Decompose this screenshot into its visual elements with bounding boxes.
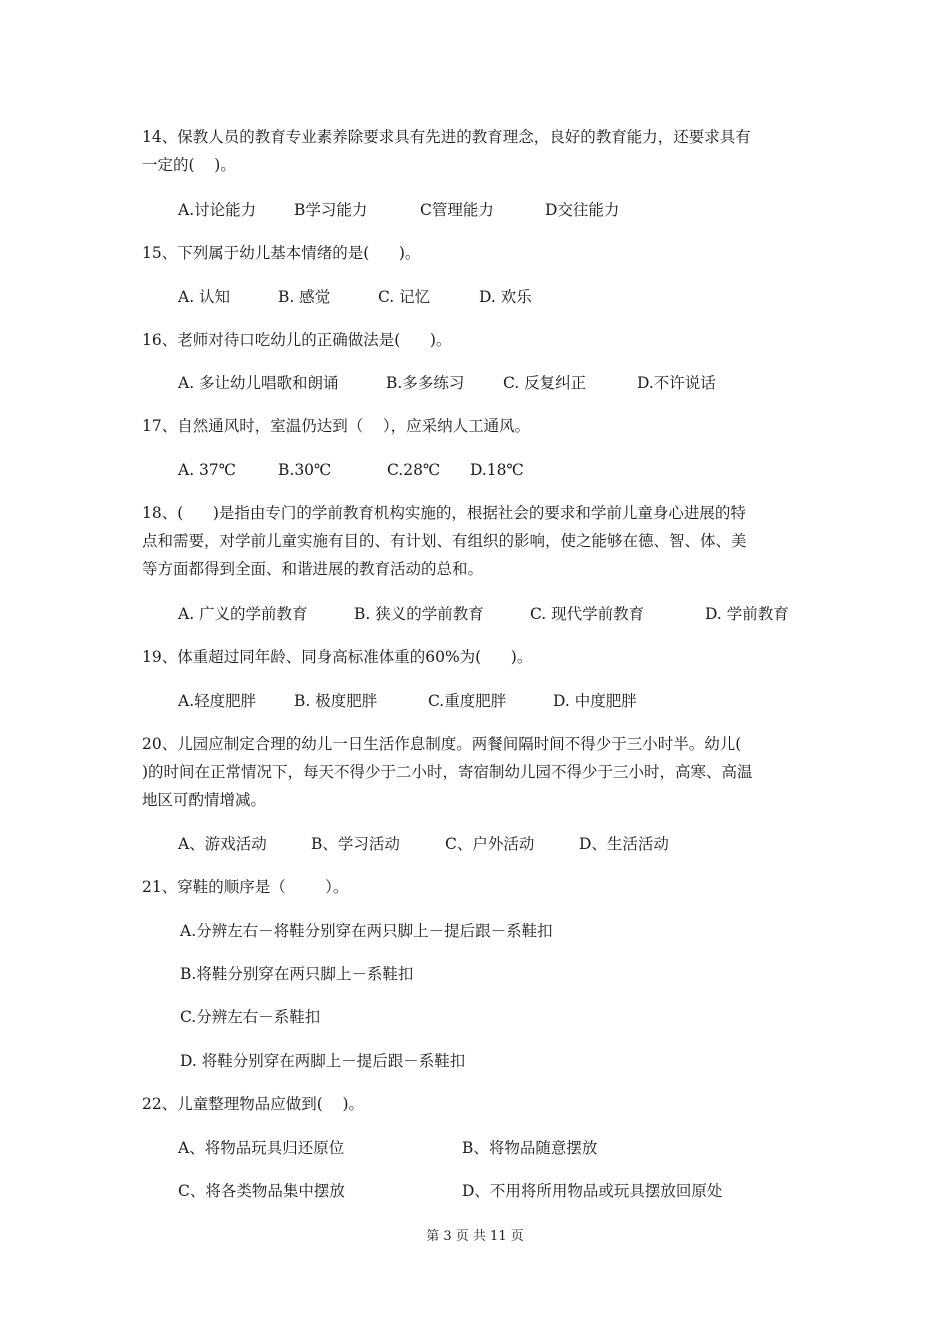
question-22-option-c: C、将各类物品集中摆放 <box>178 1182 345 1200</box>
question-20-option-a: A、游戏活动 <box>178 835 267 853</box>
question-17-option-d: D.18℃ <box>470 461 524 479</box>
question-18-option-c: C. 现代学前教育 <box>530 605 645 623</box>
question-18-option-a: A. 广义的学前教育 <box>178 605 308 623</box>
question-15-option-c: C. 记忆 <box>378 288 431 306</box>
question-15-option-b: B. 感觉 <box>278 288 331 306</box>
page-number-footer: 第 3 页 共 11 页 <box>426 1229 524 1244</box>
question-22-line-1: 22、儿童整理物品应做到( )。 <box>142 1095 365 1113</box>
question-19-option-a: A.轻度肥胖 <box>178 692 257 710</box>
question-21-line-1: 21、穿鞋的顺序是（ ）。 <box>142 878 349 896</box>
question-17-option-b: B.30℃ <box>278 461 332 479</box>
question-20-option-d: D、生活活动 <box>579 835 669 853</box>
question-21-option-b: B.将鞋分别穿在两只脚上－系鞋扣 <box>180 965 414 983</box>
question-17-line-1: 17、自然通风时，室温仍达到（ ），应采纳人工通风。 <box>142 417 531 435</box>
question-16-line-1: 16、老师对待口吃幼儿的正确做法是( )。 <box>142 331 452 349</box>
question-18-option-b: B. 狭义的学前教育 <box>354 605 484 623</box>
question-16-option-b: B.多多练习 <box>386 374 465 392</box>
question-21-option-a: A.分辨左右－将鞋分别穿在两只脚上－提后跟－系鞋扣 <box>180 922 553 940</box>
question-15-option-d: D. 欢乐 <box>479 288 532 306</box>
question-14-option-d: D交往能力 <box>545 201 620 219</box>
question-15-option-a: A. 认知 <box>178 288 231 306</box>
question-20-line-2: )的时间在正常情况下，每天不得少于二小时，寄宿制幼儿园不得少于三小时，高寒、高温 <box>142 763 753 781</box>
question-19-line-1: 19、体重超过同年龄、同身高标准体重的60%为( )。 <box>142 648 533 666</box>
question-14-option-c: C管理能力 <box>420 201 494 219</box>
question-22-option-a: A、将物品玩具归还原位 <box>178 1139 345 1157</box>
question-22-option-b: B、将物品随意摆放 <box>462 1139 598 1157</box>
question-21-option-c: C.分辨左右－系鞋扣 <box>180 1008 321 1026</box>
question-18-line-3: 等方面都得到全面、和谐进展的教育活动的总和。 <box>142 560 484 578</box>
question-16-option-a: A. 多让幼儿唱歌和朗诵 <box>178 374 339 392</box>
question-14-option-a: A.讨论能力 <box>178 201 257 219</box>
question-18-line-2: 点和需要，对学前儿童实施有目的、有计划、有组织的影响，使之能够在德、智、体、美 <box>142 532 747 550</box>
question-14-line-2: 一定的( )。 <box>142 156 236 174</box>
question-21-option-d: D. 将鞋分别穿在两脚上－提后跟－系鞋扣 <box>180 1052 466 1070</box>
question-20-line-3: 地区可酌情增减。 <box>142 791 267 809</box>
question-17-option-a: A. 37℃ <box>178 461 237 479</box>
question-19-option-c: C.重度肥胖 <box>428 692 507 710</box>
question-16-option-c: C. 反复纠正 <box>503 374 587 392</box>
question-15-line-1: 15、下列属于幼儿基本情绪的是( )。 <box>142 244 421 262</box>
question-19-option-d: D. 中度肥胖 <box>553 692 637 710</box>
question-22-option-d: D、不用将所用物品或玩具摆放回原处 <box>462 1182 723 1200</box>
question-18-option-d: D. 学前教育 <box>705 605 789 623</box>
question-20-option-b: B、学习活动 <box>311 835 400 853</box>
question-14-line-1: 14、保教人员的教育专业素养除要求具有先进的教育理念，良好的教育能力，还要求具有 <box>142 128 751 146</box>
question-18-line-1: 18、( )是指由专门的学前教育机构实施的，根据社会的要求和学前儿童身心进展的特 <box>142 504 746 522</box>
question-17-option-c: C.28℃ <box>387 461 441 479</box>
question-19-option-b: B. 极度肥胖 <box>294 692 378 710</box>
question-20-option-c: C、户外活动 <box>445 835 535 853</box>
question-20-line-1: 20、儿园应制定合理的幼儿一日生活作息制度。两餐间隔时间不得少于三小时半。幼儿( <box>142 735 742 753</box>
question-16-option-d: D.不许说话 <box>637 374 716 392</box>
question-14-option-b: B学习能力 <box>294 201 368 219</box>
